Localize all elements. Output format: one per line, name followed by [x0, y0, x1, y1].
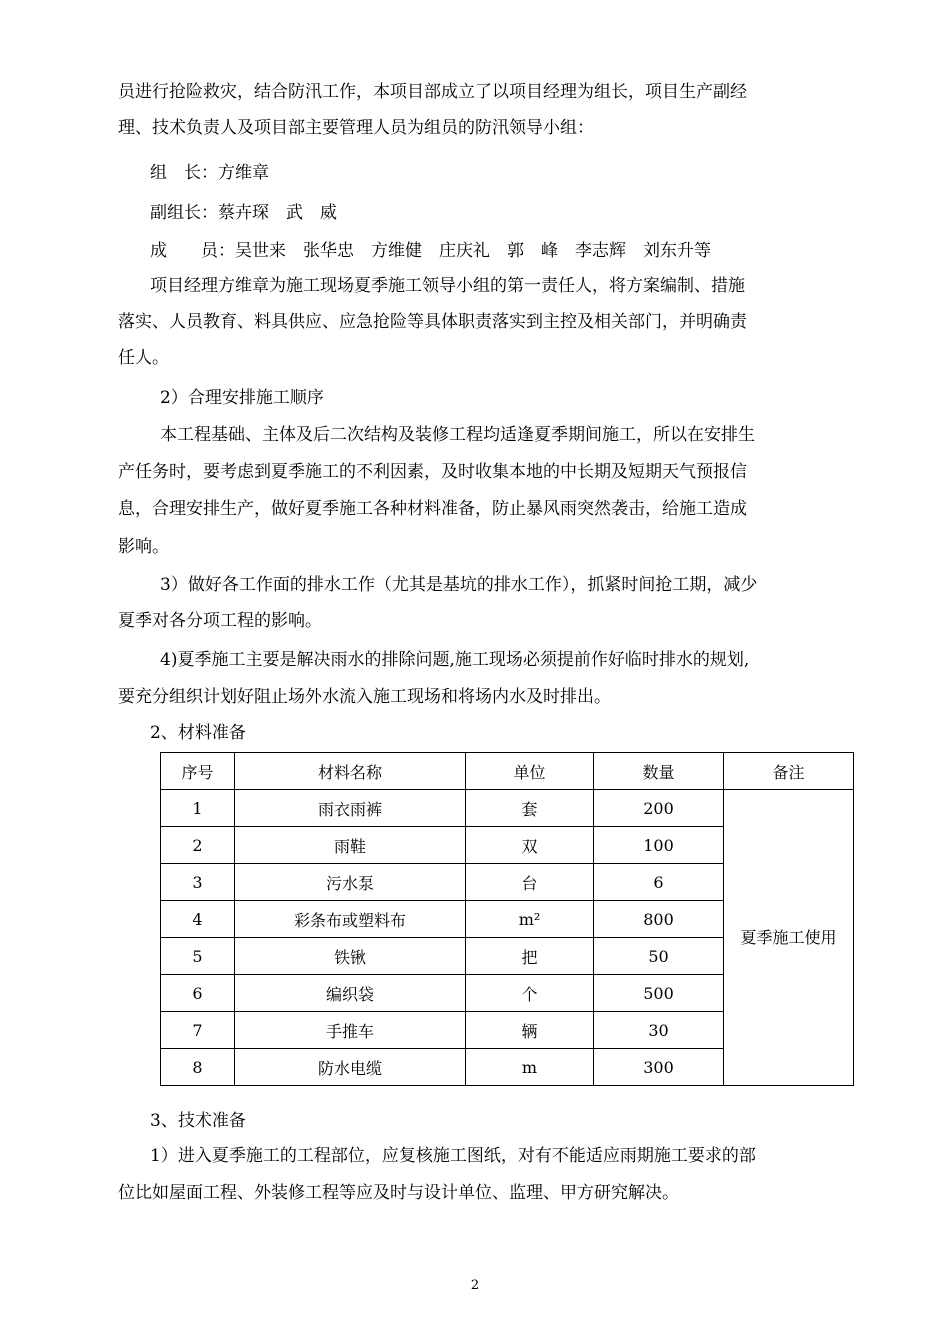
table-cell: 彩条布或塑料布 [235, 901, 466, 938]
table-cell: 2 [161, 827, 235, 864]
table-cell: 7 [161, 1012, 235, 1049]
table-cell: 编织袋 [235, 975, 466, 1012]
paragraph-line: 位比如屋面工程、外装修工程等应及时与设计单位、监理、甲方研究解决。 [118, 1183, 679, 1203]
table-cell: 防水电缆 [235, 1049, 466, 1086]
table-cell: 6 [161, 975, 235, 1012]
paragraph-line: 产任务时，要考虑到夏季施工的不利因素，及时收集本地的中长期及短期天气预报信 [118, 462, 747, 482]
paragraph-line: 影响。 [118, 537, 169, 557]
table-cell: 雨衣雨裤 [235, 790, 466, 827]
paragraph-line: 3）做好各工作面的排水工作（尤其是基坑的排水工作），抓紧时间抢工期，减少 [160, 575, 758, 595]
table-cell: 3 [161, 864, 235, 901]
table-cell: 1 [161, 790, 235, 827]
table-cell: 污水泵 [235, 864, 466, 901]
table-cell: 双 [466, 827, 594, 864]
paragraph-line: 1）进入夏季施工的工程部位，应复核施工图纸，对有不能适应雨期施工要求的部 [150, 1146, 756, 1166]
materials-table [160, 752, 854, 1086]
paragraph-line: 息，合理安排生产，做好夏季施工各种材料准备，防止暴风雨突然袭击，给施工造成 [118, 499, 747, 519]
table-cell: 800 [594, 901, 724, 938]
paragraph-line: 任人。 [118, 348, 169, 368]
leader-line: 组 长：方维章 [150, 163, 269, 183]
header-cell: 单位 [466, 753, 594, 790]
table-cell: 8 [161, 1049, 235, 1086]
members-line: 成 员：吴世来 张华忠 方维健 庄庆礼 郭 峰 李志辉 刘东升等 [150, 241, 711, 261]
table-cell: 500 [594, 975, 724, 1012]
table-cell: 把 [466, 938, 594, 975]
paragraph-line: 项目经理方维章为施工现场夏季施工领导小组的第一责任人，将方案编制、措施 [150, 276, 745, 296]
paragraph-line: 4)夏季施工主要是解决雨水的排除问题,施工现场必须提前作好临时排水的规划, [160, 650, 750, 670]
table-cell: 铁锹 [235, 938, 466, 975]
paragraph-line: 理、技术负责人及项目部主要管理人员为组员的防汛领导小组： [118, 118, 594, 138]
paragraph-line: 夏季对各分项工程的影响。 [118, 611, 322, 631]
deputy-line: 副组长：蔡卉琛 武 威 [150, 203, 337, 223]
table-cell: 30 [594, 1012, 724, 1049]
table-cell: 手推车 [235, 1012, 466, 1049]
table-cell: m² [466, 901, 594, 938]
paragraph-line: 本工程基础、主体及后二次结构及装修工程均适逢夏季期间施工，所以在安排生 [160, 425, 755, 445]
header-cell: 数量 [594, 753, 724, 790]
subheading: 2）合理安排施工顺序 [160, 388, 324, 408]
table-cell: 辆 [466, 1012, 594, 1049]
header-cell: 备注 [724, 753, 854, 790]
table-cell: 4 [161, 901, 235, 938]
section-heading: 3、技术准备 [150, 1111, 246, 1131]
table-cell: 100 [594, 827, 724, 864]
table-header-row [161, 753, 854, 790]
header-cell: 序号 [161, 753, 235, 790]
header-cell: 材料名称 [235, 753, 466, 790]
paragraph-line: 落实、人员教育、料具供应、应急抢险等具体职责落实到主控及相关部门，并明确责 [118, 312, 747, 332]
table-cell: 雨鞋 [235, 827, 466, 864]
table-cell: 台 [466, 864, 594, 901]
section-heading: 2、材料准备 [150, 723, 246, 743]
paragraph-line: 要充分组织计划好阻止场外水流入施工现场和将场内水及时排出。 [118, 687, 611, 707]
table-cell: 50 [594, 938, 724, 975]
table-cell: 个 [466, 975, 594, 1012]
table-cell: m [466, 1049, 594, 1086]
note-cell: 夏季施工使用 [724, 790, 854, 1086]
table-cell: 300 [594, 1049, 724, 1086]
table-cell: 200 [594, 790, 724, 827]
paragraph-line: 员进行抢险救灾，结合防汛工作，本项目部成立了以项目经理为组长，项目生产副经 [118, 82, 747, 102]
table-cell: 5 [161, 938, 235, 975]
table-cell: 套 [466, 790, 594, 827]
page-number: 2 [470, 1278, 480, 1293]
table-cell: 6 [594, 864, 724, 901]
table-row [161, 790, 854, 827]
